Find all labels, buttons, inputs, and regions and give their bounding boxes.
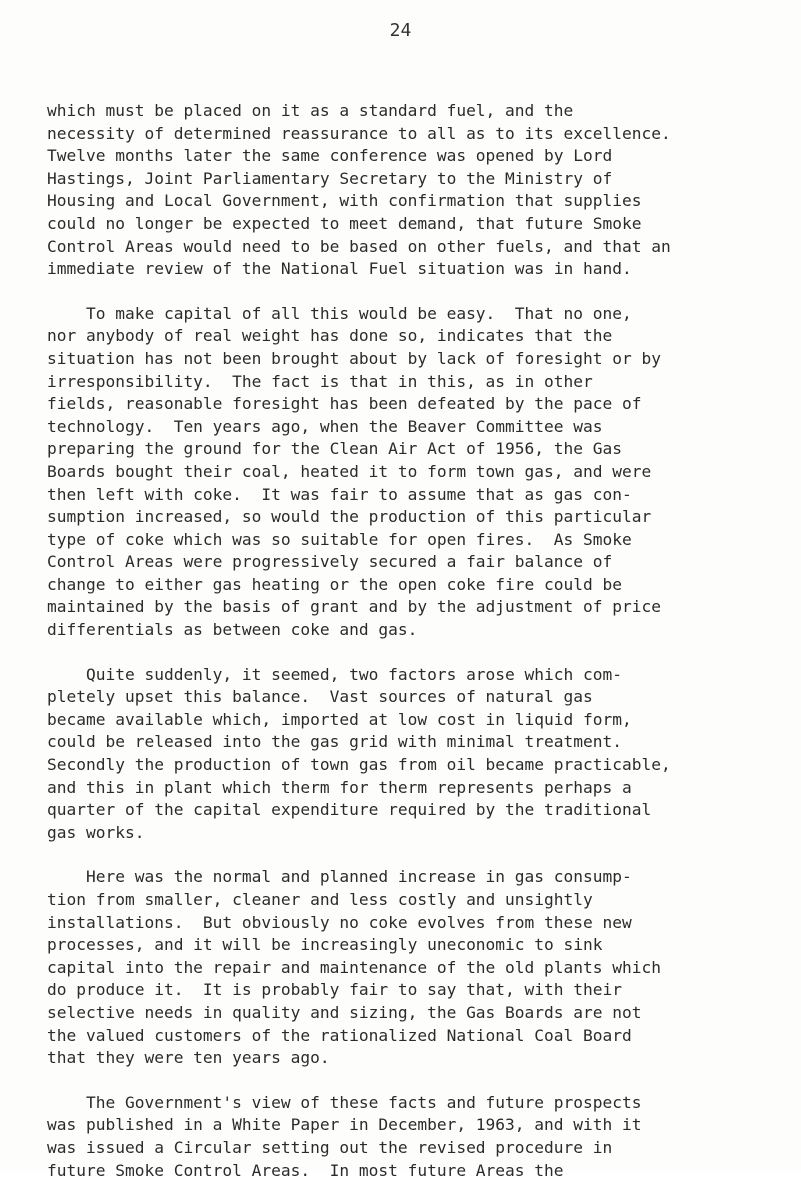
paragraph <box>47 303 769 642</box>
paragraph <box>47 664 769 845</box>
text-line: the valued customers of the rationalized National Coal Board <box>47 1025 632 1045</box>
text-line: type of coke which was so suitable for open fires. As Smoke <box>47 529 632 549</box>
page-number: 24 <box>389 20 412 41</box>
text-line: was issued a Circular setting out the revised procedure in <box>47 1137 613 1157</box>
text-line: Quite suddenly, it seemed, two factors arose which com- <box>47 664 622 684</box>
body-text <box>47 100 769 1204</box>
text-line: Housing and Local Government, with confirmation that supplies <box>47 191 642 211</box>
text-line: technology. Ten years ago, when the Beaver Committee was <box>47 416 603 436</box>
text-line: necessity of determined reassurance to all as to its excellence. <box>47 123 671 143</box>
text-line: Here was the normal and planned increase in gas consump- <box>47 867 632 887</box>
text-line: could be released into the gas grid with minimal treatment. <box>47 732 622 752</box>
text-line: To make capital of all this would be easy. That no one, <box>47 303 632 323</box>
text-line: which must be placed on it as a standard fuel, and the <box>47 101 574 120</box>
text-line: The Government's view of these facts and future prospects <box>47 1092 642 1112</box>
text-line: differentials as between coke and gas. <box>47 620 418 640</box>
paragraph <box>47 1092 769 1182</box>
text-line: maintained by the basis of grant and by the adjustment of price <box>47 597 661 617</box>
text-line: pletely upset this balance. Vast sources of natural gas <box>47 687 593 707</box>
text-line: could no longer be expected to meet demand, that future Smoke <box>47 213 642 233</box>
text-line: and this in plant which therm for therm represents perhaps a <box>47 777 632 797</box>
text-line: fields, reasonable foresight has been defeated by the pace of <box>47 394 642 414</box>
text-line: quarter of the capital expenditure required by the traditional <box>47 800 652 820</box>
text-line: irresponsibility. The fact is that in this, as in other <box>47 371 593 391</box>
text-line: was published in a White Paper in December, 1963, and with it <box>47 1115 642 1135</box>
text-line: gas works. <box>47 822 145 842</box>
text-line: future Smoke Control Areas. In most future Areas the <box>47 1160 564 1180</box>
text-line: became available which, imported at low cost in liquid form, <box>47 709 632 729</box>
text-line: selective needs in quality and sizing, the Gas Boards are not <box>47 1002 642 1022</box>
text-line: sumption increased, so would the production of this particular <box>47 507 652 527</box>
text-line: immediate review of the National Fuel situation was in hand. <box>47 259 632 279</box>
text-line: do produce it. It is probably fair to say that, with their <box>47 980 622 1000</box>
text-line: capital into the repair and maintenance of the old plants which <box>47 957 661 977</box>
text-line: installations. But obviously no coke evolves from these new <box>47 912 632 932</box>
text-line: tion from smaller, cleaner and less costly and unsightly <box>47 890 593 909</box>
text-line: then left with coke. It was fair to assume that as gas con- <box>47 484 632 504</box>
text-line: change to either gas heating or the open coke fire could be <box>47 574 622 594</box>
text-line: that they were ten years ago. <box>47 1048 330 1068</box>
text-line: Control Areas were progressively secured a fair balance of <box>47 552 613 572</box>
text-line: processes, and it will be increasingly uneconomic to sink <box>47 935 603 955</box>
paragraph <box>47 100 769 281</box>
paragraph <box>47 866 769 1069</box>
text-line: Boards bought their coal, heated it to form town gas, and were <box>47 461 652 481</box>
text-line: Twelve months later the same conference was opened by Lord <box>47 146 613 166</box>
text-line: situation has not been brought about by lack of foresight or by <box>47 348 661 368</box>
text-line: Control Areas would need to be based on other fuels, and that an <box>47 236 671 256</box>
text-line: nor anybody of real weight has done so, indicates that the <box>47 326 613 346</box>
text-line: Secondly the production of town gas from oil became practicable, <box>47 755 671 775</box>
text-line: Hastings, Joint Parliamentary Secretary to the Ministry of <box>47 168 613 188</box>
text-line: preparing the ground for the Clean Air Act of 1956, the Gas <box>47 439 622 459</box>
